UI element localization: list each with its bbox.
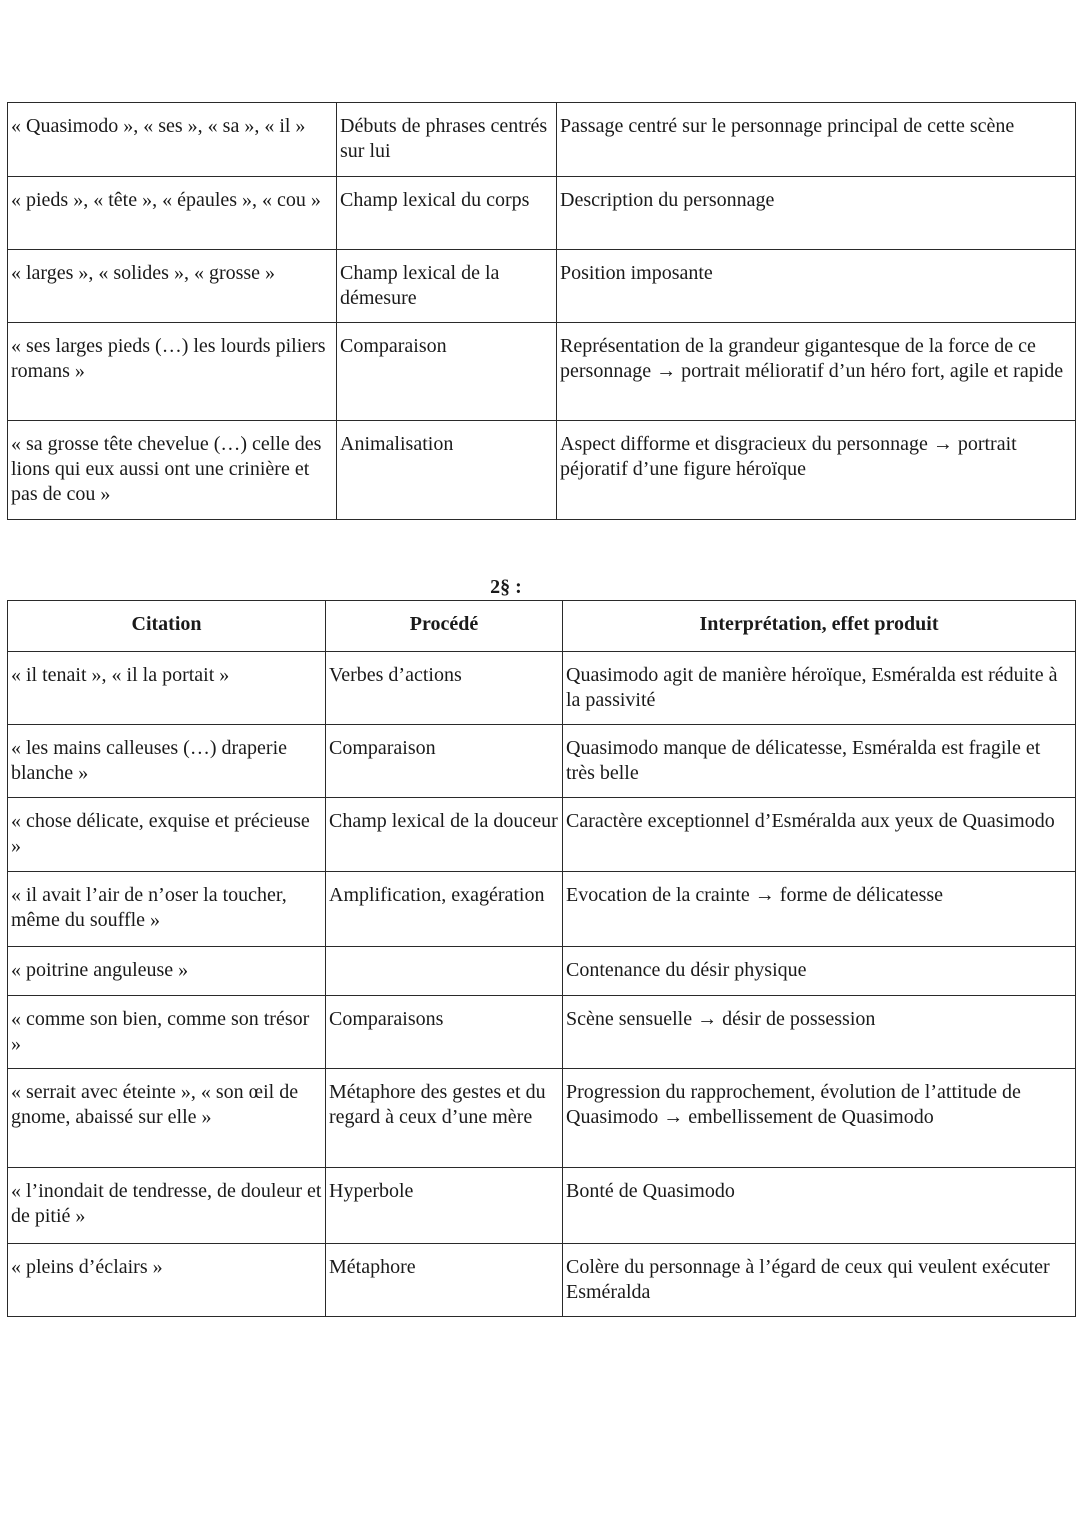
citation-cell: « comme son bien, comme son trésor » <box>8 996 326 1069</box>
procede-cell: Comparaison <box>326 725 563 798</box>
effet-cell: Représentation de la grandeur gigantesque de la force de ce personnage → portrait mélioratif d’un héro fort, agile et rapide <box>557 323 1076 421</box>
effet-cell: Passage centré sur le personnage principal de cette scène <box>557 103 1076 177</box>
citation-cell: « ses larges pieds (…) les lourds piliers romans » <box>8 323 337 421</box>
procede-cell: Amplification, exagération <box>326 872 563 947</box>
procede-cell: Champ lexical de la démesure <box>337 250 557 323</box>
citation-cell: « sa grosse tête chevelue (…) celle des lions qui eux aussi ont une crinière et pas de cou » <box>8 421 337 520</box>
table-row <box>8 1069 1076 1168</box>
citation-cell: « poitrine anguleuse » <box>8 947 326 996</box>
citation-cell: « il avait l’air de n’oser la toucher, même du souffle » <box>8 872 326 947</box>
column-header-procede: Procédé <box>326 601 563 652</box>
effet-cell: Position imposante <box>557 250 1076 323</box>
table-row <box>8 996 1076 1069</box>
citation-cell: « Quasimodo », « ses », « sa », « il » <box>8 103 337 177</box>
procede-cell: Verbes d’actions <box>326 652 563 725</box>
effet-cell: Progression du rapprochement, évolution de l’attitude de Quasimodo → embellissement de Quasimodo <box>563 1069 1076 1168</box>
effet-cell: Quasimodo manque de délicatesse, Esméralda est fragile et très belle <box>563 725 1076 798</box>
header-row <box>8 601 1076 652</box>
table-row <box>8 103 1076 177</box>
effet-cell: Description du personnage <box>557 177 1076 250</box>
procede-cell: Animalisation <box>337 421 557 520</box>
procede-cell: Hyperbole <box>326 1168 563 1244</box>
table-row <box>8 1168 1076 1244</box>
table-row <box>8 947 1076 996</box>
citation-cell: « serrait avec éteinte », « son œil de gnome, abaissé sur elle » <box>8 1069 326 1168</box>
procede-cell: Comparaison <box>337 323 557 421</box>
table-row <box>8 652 1076 725</box>
effet-cell: Caractère exceptionnel d’Esméralda aux yeux de Quasimodo <box>563 798 1076 872</box>
citation-cell: « il tenait », « il la portait » <box>8 652 326 725</box>
table-row <box>8 798 1076 872</box>
section-title: 2§ : <box>490 576 522 598</box>
citation-cell: « larges », « solides », « grosse » <box>8 250 337 323</box>
procede-cell: Comparaisons <box>326 996 563 1069</box>
table-row <box>8 323 1076 421</box>
procede-cell <box>326 947 563 996</box>
table-row <box>8 872 1076 947</box>
table-row <box>8 1244 1076 1317</box>
procede-cell: Débuts de phrases centrés sur lui <box>337 103 557 177</box>
table-row <box>8 250 1076 323</box>
citation-cell: « chose délicate, exquise et précieuse » <box>8 798 326 872</box>
citation-cell: « les mains calleuses (…) draperie blanche » <box>8 725 326 798</box>
column-header-citation: Citation <box>8 601 326 652</box>
table-row <box>8 421 1076 520</box>
table-row <box>8 725 1076 798</box>
table-row <box>8 177 1076 250</box>
effet-cell: Aspect difforme et disgracieux du personnage → portrait péjoratif d’une figure héroïque <box>557 421 1076 520</box>
effet-cell: Quasimodo agit de manière héroïque, Esméralda est réduite à la passivité <box>563 652 1076 725</box>
analysis-table-1 <box>7 102 1076 520</box>
effet-cell: Evocation de la crainte → forme de délicatesse <box>563 872 1076 947</box>
citation-cell: « l’inondait de tendresse, de douleur et de pitié » <box>8 1168 326 1244</box>
column-header-effet: Interprétation, effet produit <box>563 601 1076 652</box>
procede-cell: Métaphore des gestes et du regard à ceux d’une mère <box>326 1069 563 1168</box>
procede-cell: Métaphore <box>326 1244 563 1317</box>
effet-cell: Scène sensuelle → désir de possession <box>563 996 1076 1069</box>
procede-cell: Champ lexical du corps <box>337 177 557 250</box>
citation-cell: « pieds », « tête », « épaules », « cou » <box>8 177 337 250</box>
procede-cell: Champ lexical de la douceur <box>326 798 563 872</box>
analysis-table-2 <box>7 600 1076 1317</box>
effet-cell: Colère du personnage à l’égard de ceux qui veulent exécuter Esméralda <box>563 1244 1076 1317</box>
citation-cell: « pleins d’éclairs » <box>8 1244 326 1317</box>
effet-cell: Contenance du désir physique <box>563 947 1076 996</box>
effet-cell: Bonté de Quasimodo <box>563 1168 1076 1244</box>
